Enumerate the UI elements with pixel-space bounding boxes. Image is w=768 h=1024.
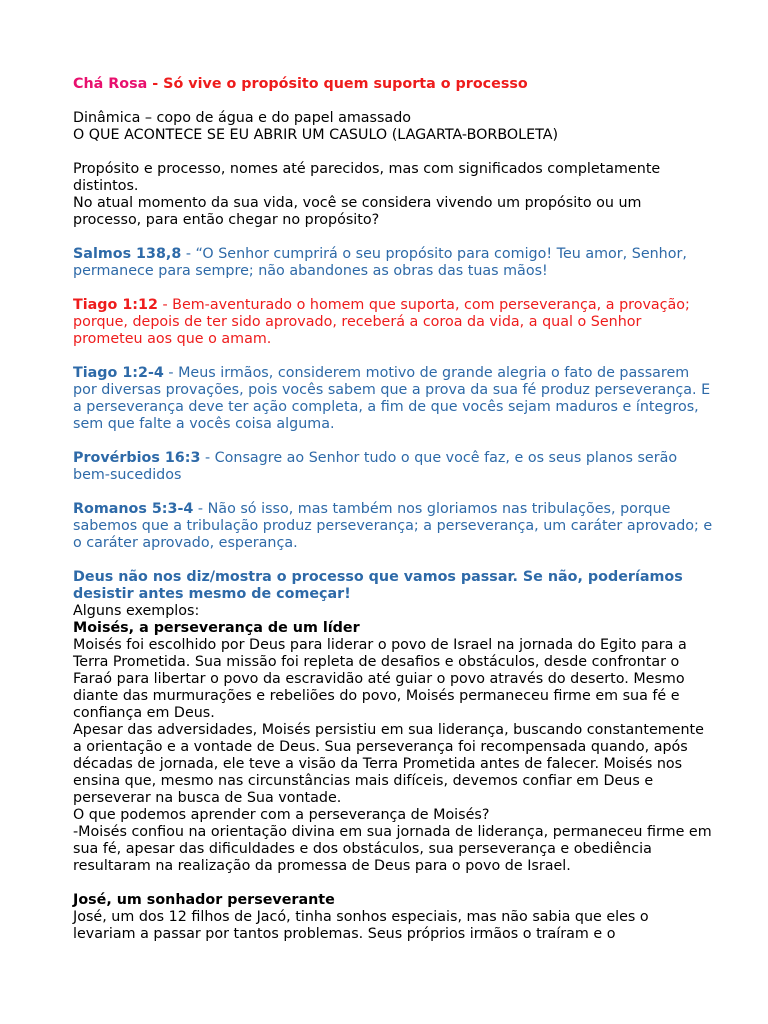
verse-reference: Tiago 1:2-4 xyxy=(73,365,164,381)
verse-reference: Salmos 138,8 xyxy=(73,246,182,262)
moses-question: O que podemos aprender com a perseverança de Moisés? xyxy=(73,807,490,823)
verse-text: - “O Senhor cumprirá o seu propósito para comigo! Teu amor, Senhor, permanece para sempre; não abandones as obras das tuas mãos! xyxy=(73,246,687,279)
verse-text: - Consagre ao Senhor tudo o que você faz, e os seus planos serão bem-sucedidos xyxy=(73,450,678,483)
paragraph-line-1: Propósito e processo, nomes até parecidos, mas com significados completamente distintos. xyxy=(73,161,661,194)
joseph-paragraph-1: José, um dos 12 filhos de Jacó, tinha sonhos especiais, mas não sabia que eles o levariam a passar por tantos problemas. Seus próprios irmãos o traíram e o xyxy=(73,909,649,942)
intro-line-1: Dinâmica – copo de água e do papel amassado xyxy=(73,110,412,126)
section-heading-moses: Moisés, a perseverança de um líder xyxy=(73,620,360,636)
moses-paragraph-1: Moisés foi escolhido por Deus para liderar o povo de Israel na jornada do Egito para a Terra Prometida. Sua missão foi repleta de desafios e obstáculos, desde confrontar o Faraó para libertar o povo da escravidão até guiar o povo através do deserto. Mesmo diante das murmurações e rebeliões do povo, Moisés permaneceu firme em sua fé e confiança em Deus. xyxy=(73,637,687,721)
intro-line-2: O QUE ACONTECE SE EU ABRIR UM CASULO (LAGARTA-BORBOLETA) xyxy=(73,127,559,143)
verse-proverbios xyxy=(73,450,713,484)
verse-salmos xyxy=(73,246,713,280)
verse-reference: Tiago 1:12 xyxy=(73,297,158,313)
verse-text: - Não só isso, mas também nos gloriamos nas tribulações, porque sabemos que a tribulação produz perseverança; a perseverança, um caráter aprovado; e o caráter aprovado, esperança. xyxy=(73,501,713,551)
verse-romanos xyxy=(73,501,713,552)
section-heading-joseph: José, um sonhador perseverante xyxy=(73,892,335,908)
verse-tiago-1-12 xyxy=(73,297,713,348)
paragraph-line-2: No atual momento da sua vida, você se considera vivendo um propósito ou um processo, para então chegar no propósito? xyxy=(73,195,642,228)
moses-paragraph-2: Apesar das adversidades, Moisés persistiu em sua liderança, buscando constantemente a orientação e a vontade de Deus. Sua perseverança foi recompensada quando, após décadas de jornada, ele teve a visão da Terra Prometida antes de falecer. Moisés nos ensina que, mesmo nas circunstâncias mais difíceis, devemos confiar em Deus e perseverar na busca de Sua vontade. xyxy=(73,722,704,806)
verse-text: - Bem-aventurado o homem que suporta, com perseverança, a provação; porque, depois de ter sido aprovado, receberá a coroa da vida, a qual o Senhor prometeu aos que o amam. xyxy=(73,297,690,347)
verse-tiago-1-2-4 xyxy=(73,365,713,433)
document-body xyxy=(73,76,713,943)
verse-text: - Meus irmãos, considerem motivo de grande alegria o fato de passarem por diversas provações, pois vocês sabem que a prova da sua fé produz perseverança. E a perseverança deve ter ação completa, a fim de que vocês sejam maduros e íntegros, sem que falte a vocês coisa alguma. xyxy=(73,365,711,432)
verse-reference: Provérbios 16:3 xyxy=(73,450,201,466)
title-rest: - Só vive o propósito quem suporta o processo xyxy=(147,76,528,92)
title-lead: Chá Rosa xyxy=(73,76,148,92)
moses-answer: -Moisés confiou na orientação divina em sua jornada de liderança, permaneceu firme em sua fé, apesar das dificuldades e dos obstáculos, sua perseverança e obediência resultaram na realização da promessa de Deus para o povo de Israel. xyxy=(73,824,712,874)
document-title xyxy=(73,76,713,93)
verse-reference: Romanos 5:3-4 xyxy=(73,501,194,517)
examples-label: Alguns exemplos: xyxy=(73,603,200,619)
key-statement: Deus não nos diz/mostra o processo que vamos passar. Se não, poderíamos desistir antes mesmo de começar! xyxy=(73,569,683,602)
